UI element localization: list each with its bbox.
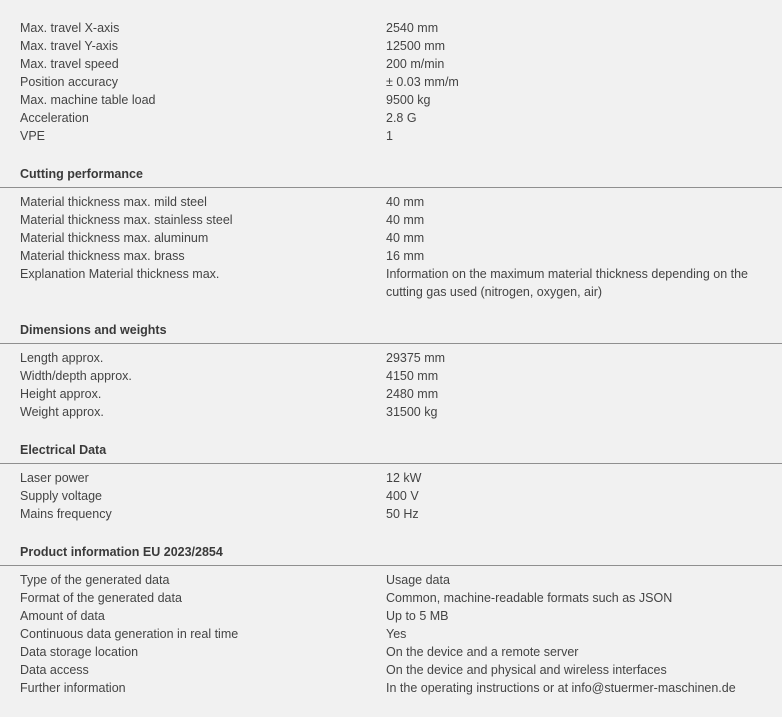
spec-value: 40 mm — [386, 213, 425, 227]
spec-label: Width/depth approx. — [20, 369, 132, 383]
spec-label: Material thickness max. brass — [20, 249, 185, 263]
spec-row — [0, 571, 782, 589]
spec-value: 9500 kg — [386, 93, 431, 107]
spec-value: In the operating instructions or at info@stuermer-maschinen.de — [386, 681, 736, 695]
dimensions-section — [0, 322, 782, 421]
spec-label: Mains frequency — [20, 507, 112, 521]
spec-label: Height approx. — [20, 387, 102, 401]
spec-label: Material thickness max. aluminum — [20, 231, 209, 245]
spec-row — [0, 487, 782, 505]
spec-label: Weight approx. — [20, 405, 104, 419]
spec-row — [0, 385, 782, 403]
spec-value: Information on the maximum material thickness depending on the cutting gas used (nitrogen, oxygen, air) — [386, 267, 748, 299]
section-spacer — [0, 301, 782, 322]
section-heading: Product information EU 2023/2854 — [0, 544, 782, 566]
spec-label: Data access — [20, 663, 89, 677]
spec-table — [0, 19, 782, 697]
spec-row — [0, 349, 782, 367]
spec-row — [0, 661, 782, 679]
spec-label: Position accuracy — [20, 75, 118, 89]
spec-value: ± 0.03 mm/m — [386, 75, 459, 89]
spec-value: 200 m/min — [386, 57, 445, 71]
spec-value: 50 Hz — [386, 507, 419, 521]
spec-value: 2540 mm — [386, 21, 439, 35]
section-heading: Cutting performance — [0, 166, 782, 188]
section-heading: Electrical Data — [0, 442, 782, 464]
spec-value: Yes — [386, 627, 407, 641]
spec-row — [0, 469, 782, 487]
spec-row — [0, 127, 782, 145]
spec-row — [0, 55, 782, 73]
spec-row — [0, 19, 782, 37]
spec-value: On the device and a remote server — [386, 645, 579, 659]
section-spacer — [0, 421, 782, 442]
spec-value: 40 mm — [386, 231, 425, 245]
spec-label: Data storage location — [20, 645, 139, 659]
spec-label: Further information — [20, 681, 126, 695]
spec-label: Amount of data — [20, 609, 105, 623]
spec-label: Supply voltage — [20, 489, 103, 503]
spec-row — [0, 625, 782, 643]
spec-label: VPE — [20, 129, 46, 143]
spec-label: Max. machine table load — [20, 93, 156, 107]
spec-value: 400 V — [386, 489, 419, 503]
spec-value: 12 kW — [386, 471, 422, 485]
spec-value: 2.8 G — [386, 111, 417, 125]
spec-label: Continuous data generation in real time — [20, 627, 239, 641]
spec-value: 12500 mm — [386, 39, 446, 53]
electrical-section — [0, 442, 782, 523]
section-spacer — [0, 145, 782, 166]
spec-value: 40 mm — [386, 195, 425, 209]
spec-value: Up to 5 MB — [386, 609, 449, 623]
spec-label: Max. travel X-axis — [20, 21, 120, 35]
spec-row — [0, 109, 782, 127]
spec-row — [0, 367, 782, 385]
product-information-section — [0, 544, 782, 697]
spec-label: Material thickness max. mild steel — [20, 195, 207, 209]
spec-value: 29375 mm — [386, 351, 446, 365]
spec-row — [0, 193, 782, 211]
spec-row — [0, 247, 782, 265]
spec-row — [0, 211, 782, 229]
cutting-performance-section — [0, 166, 782, 301]
spec-row — [0, 229, 782, 247]
spec-row — [0, 589, 782, 607]
spec-value: On the device and physical and wireless interfaces — [386, 663, 667, 677]
spec-value: 16 mm — [386, 249, 425, 263]
spec-label: Material thickness max. stainless steel — [20, 213, 233, 227]
spec-row — [0, 91, 782, 109]
spec-label: Acceleration — [20, 111, 89, 125]
spec-value: 4150 mm — [386, 369, 439, 383]
section-heading: Dimensions and weights — [0, 322, 782, 344]
spec-row — [0, 265, 782, 301]
spec-label: Laser power — [20, 471, 89, 485]
spec-row — [0, 505, 782, 523]
spec-row — [0, 403, 782, 421]
spec-row — [0, 73, 782, 91]
spec-value: 31500 kg — [386, 405, 438, 419]
spec-label: Type of the generated data — [20, 573, 170, 587]
spec-row — [0, 643, 782, 661]
spec-label: Max. travel Y-axis — [20, 39, 118, 53]
spec-value: 1 — [386, 129, 393, 143]
spec-row — [0, 607, 782, 625]
spec-value: 2480 mm — [386, 387, 439, 401]
spec-value: Usage data — [386, 573, 450, 587]
spec-label: Length approx. — [20, 351, 104, 365]
general-specs — [0, 19, 782, 145]
spec-value: Common, machine-readable formats such as JSON — [386, 591, 673, 605]
spec-label: Format of the generated data — [20, 591, 182, 605]
section-spacer — [0, 523, 782, 544]
spec-row — [0, 679, 782, 697]
spec-row — [0, 37, 782, 55]
spec-label: Explanation Material thickness max. — [20, 267, 220, 281]
spec-label: Max. travel speed — [20, 57, 119, 71]
